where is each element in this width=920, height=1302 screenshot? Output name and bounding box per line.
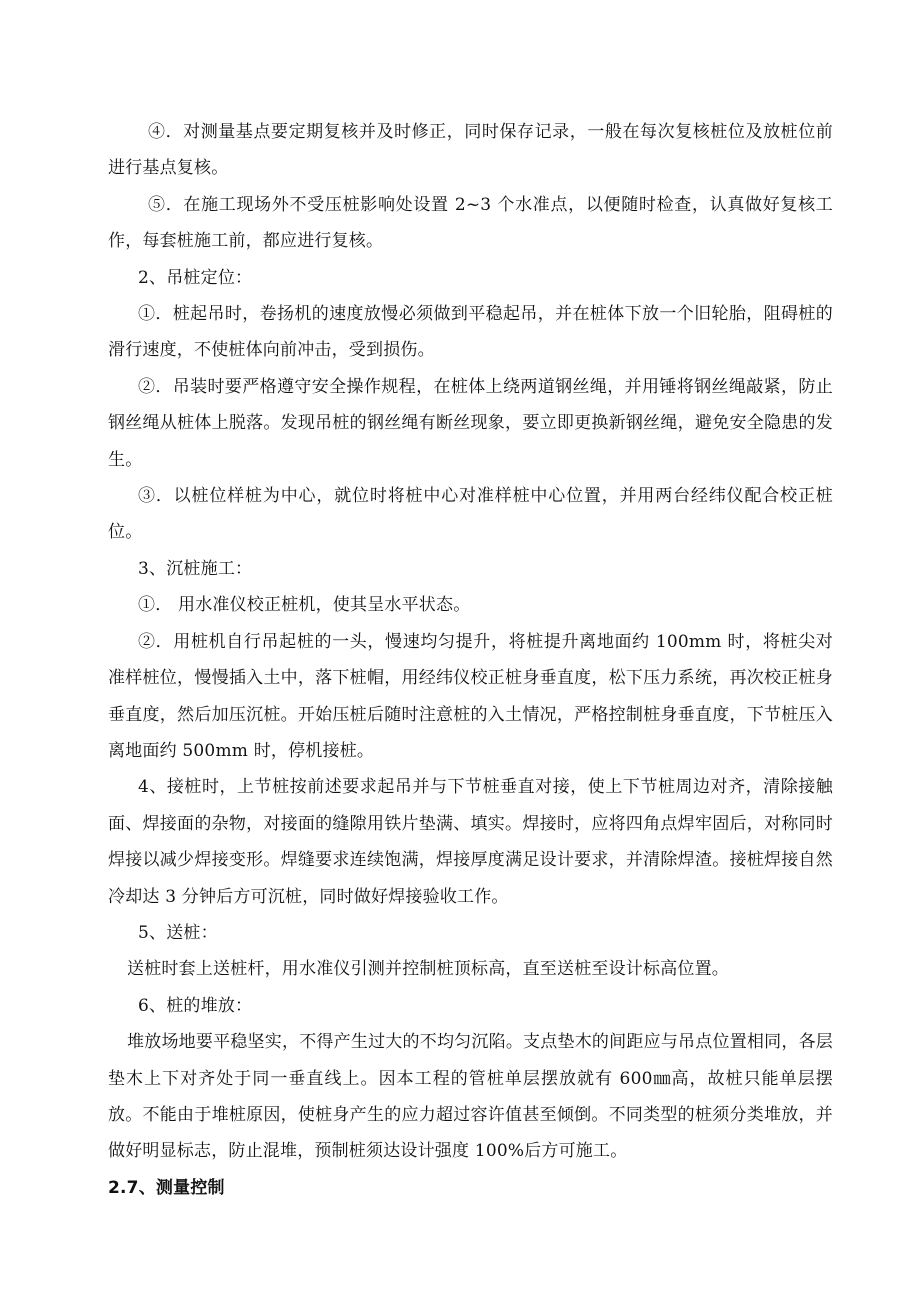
subheading-pile-sinking: 3、沉桩施工： [138, 558, 253, 579]
paragraph-lifting-step-1: ①．桩起吊时，卷扬机的速度放慢必须做到平稳起吊，并在桩体下放一个旧轮胎，阻碍桩的滑行速度，不使桩体向前冲击，受到损伤。 [108, 304, 833, 361]
document-body [108, 114, 833, 1206]
subheading-pile-lifting: 2、吊桩定位： [138, 267, 253, 288]
paragraph-benchmark-review: ④．对测量基点要定期复核并及时修正，同时保存记录，一般在每次复核桩位及放桩位前进行基点复核。 [108, 122, 833, 179]
paragraph-lifting-step-2: ②．吊装时要严格遵守安全操作规程，在桩体上绕两道钢丝绳，并用锤将钢丝绳敲紧，防止钢丝绳从桩体上脱落。发现吊桩的钢丝绳有断丝现象，要立即更换新钢丝绳，避免安全隐患的发生。 [108, 376, 833, 470]
paragraph-pile-joining: 4、接桩时，上节桩按前述要求起吊并与下节桩垂直对接，使上下节桩周边对齐，清除接触面、焊接面的杂物，对接面的缝隙用铁片垫满、填实。焊接时，应将四角点焊牢固后，对称同时焊接以减少焊接变形。焊缝要求连续饱满，焊接厚度满足设计要求，并清除焊渣。接桩焊接自然冷却达 3 分钟后方可沉桩，同时做好焊接验收工作。 [108, 777, 833, 907]
subheading-pile-stacking: 6、桩的堆放： [138, 995, 253, 1016]
paragraph-lifting-step-3: ③．以桩位样桩为中心，就位时将桩中心对准样桩中心位置，并用两台经纬仪配合校正桩位。 [108, 486, 833, 543]
paragraph-pile-driving: 送桩时套上送桩杆，用水准仪引测并控制桩顶标高，直至送桩至设计标高位置。 [127, 959, 729, 980]
paragraph-sinking-step-1: ①． 用水准仪校正桩机，使其呈水平状态。 [138, 595, 471, 616]
paragraph-level-points: ⑤．在施工现场外不受压桩影响处设置 2~3 个水准点，以便随时检查，认真做好复核工作，每套桩施工前，都应进行复核。 [108, 194, 833, 252]
section-heading-survey-control: 2.7、测量控制 [108, 1177, 225, 1198]
paragraph-pile-stacking: 堆放场地要平稳坚实，不得产生过大的不均匀沉陷。支点垫木的间距应与吊点位置相同，各层垫木上下对齐处于同一垂直线上。因本工程的管桩单层摆放就有 600㎜高，故桩只能单层摆放。不能由于堆桩原因，使桩身产生的应力超过容许值甚至倾倒。不同类型的桩须分类堆放，并做好明显标志，防止混堆，预制桩须达设计强度 100%后方可施工。 [108, 1032, 833, 1162]
subheading-pile-driving: 5、送桩： [138, 922, 218, 943]
paragraph-sinking-step-2: ②．用桩机自行吊起桩的一头，慢速均匀提升，将桩提升离地面约 100mm 时，将桩尖对准样桩位，慢慢插入土中，落下桩帽，用经纬仪校正桩身垂直度，松下压力系统，再次校正桩身垂直度，然后加压沉桩。开始压桩后随时注意桩的入土情况，严格控制桩身垂直度，下节桩压入离地面约 500mm 时，停机接桩。 [108, 631, 833, 761]
